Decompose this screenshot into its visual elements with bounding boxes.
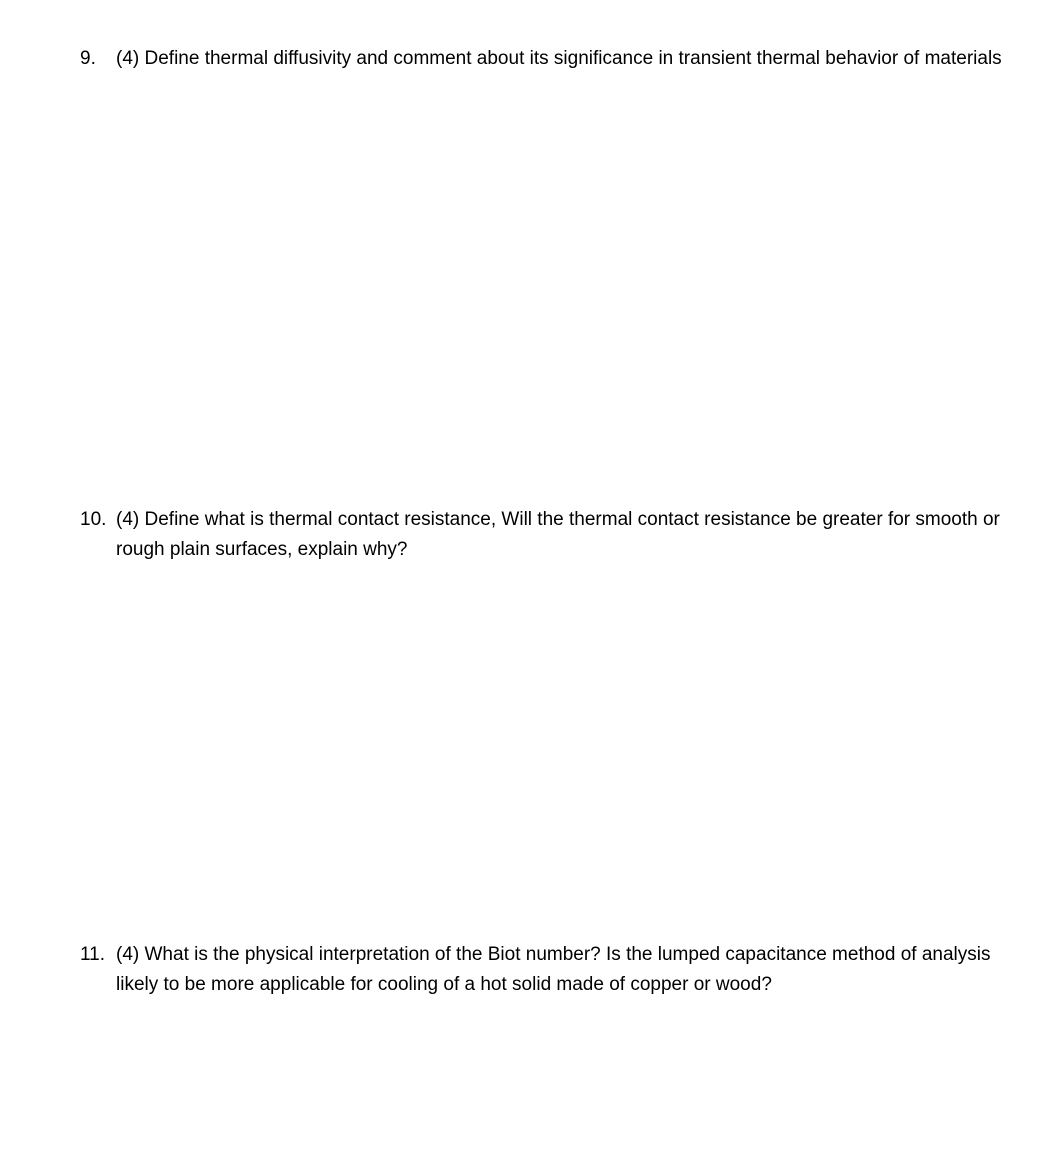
question-11 (80, 940, 1010, 1000)
question-number: 11. (80, 944, 106, 965)
question-text: (4) What is the physical interpretation of the Biot number? Is the lumped capacitance method of analysis likely to be more applicable for cooling of a hot solid made of copper or wood? (116, 944, 991, 995)
question-9 (80, 44, 1010, 74)
question-text: (4) Define thermal diffusivity and comment about its significance in transient thermal behavior of materials (116, 48, 1002, 69)
question-number: 10. (80, 509, 107, 530)
question-10 (80, 505, 1010, 565)
question-number: 9. (80, 48, 96, 69)
question-text: (4) Define what is thermal contact resistance, Will the thermal contact resistance be greater for smooth or rough plain surfaces, explain why? (116, 509, 1000, 560)
